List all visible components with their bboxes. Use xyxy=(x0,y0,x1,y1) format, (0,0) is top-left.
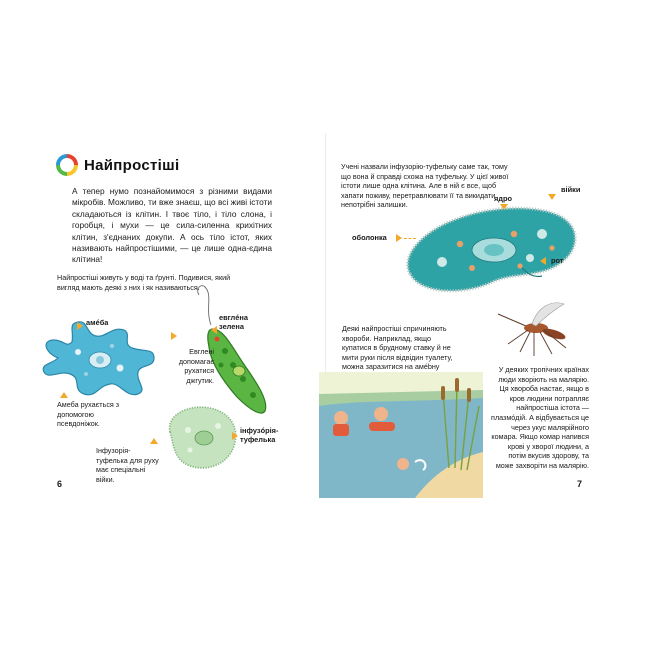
euglena-caption: Евглені допомагає рухатися джгутик. xyxy=(178,347,214,385)
malaria-paragraph: У деяких тропічних країнах люди хворіють на малярію. Ця хвороба настає, якщо в кров людини потрапляє найпростіша істота — плазмóдій. А відбувається це через укус малярійного комара. Якщо комар напився крові у хворої людини, а потім вкусив здорову, та може захворіти на малярію. xyxy=(491,365,589,470)
page-number-right: 7 xyxy=(577,479,583,489)
nucleus-arrow xyxy=(500,204,508,210)
section-heading xyxy=(56,154,179,176)
paramecium-paragraph: Учені назвали інфузорію-туфельку саме так, тому що вона й справді схожа на туфельку. У цієї живої істоти лише одна клітина. Але в ній є все, щоб хапати поживу, перетравлювати її та викидати непотрібні залишки. xyxy=(341,162,509,210)
disease-paragraph: Деякі найпростіші спричиняють хвороби. Наприклад, якщо купатися в брудному ставку й не мити руки після відвідин туалету, можна заразитися на амébну xyxy=(342,324,453,372)
cilia-arrow xyxy=(548,194,556,200)
label-mouth: рот xyxy=(551,256,564,265)
membrane-pointer-line xyxy=(404,238,416,239)
label-cilia: війки xyxy=(561,185,581,194)
microbe-logo-icon xyxy=(56,154,78,176)
euglena-pointer-arrow xyxy=(211,326,217,334)
amoeba-caption-arrow xyxy=(60,392,68,398)
habitat-text: Найпростіші живуть у воді та ґрунті. Подивися, який вигляд мають деякі з них і як називаються. xyxy=(57,273,231,292)
paramecium-caption: Інфузорія-туфелька для руху має спеціальні війки. xyxy=(96,446,159,484)
membrane-arrow xyxy=(396,234,402,242)
amoeba-illustration xyxy=(40,318,160,398)
amoeba-pointer-arrow xyxy=(77,322,83,330)
paramecium-pointer-arrow xyxy=(232,432,238,440)
page-number-left: 6 xyxy=(57,479,63,489)
page-title: Найпростіші xyxy=(84,156,180,174)
mouth-arrow xyxy=(540,257,546,265)
paramecium-caption-arrow xyxy=(150,438,158,444)
paramecium-large-illustration xyxy=(402,204,580,302)
label-nucleus: ядро xyxy=(494,194,513,203)
mosquito-illustration xyxy=(494,300,576,358)
amoeba-label: амéба xyxy=(86,318,109,327)
intro-paragraph: А тепер нумо познайомимося з різними видами мікробів. Можливо, ти вже знаєш, що всі живі істоти складаються із клітин. І твоє тіло, і тіло слона, і горобця, і мухи — це сила-силенна крихітних клітин, з'єднаних докупи. А ось тіло істот, яких називають найпростішими, — це лише одна-єдина клітина! xyxy=(72,186,272,265)
label-membrane: оболонка xyxy=(352,233,387,242)
euglena-caption-arrow xyxy=(171,332,177,340)
paramecium-label: інфузóрія-туфелька xyxy=(240,426,279,444)
paramecium-small-illustration xyxy=(160,402,240,472)
amoeba-caption: Амеба рухається з допомогою псевдоніжок. xyxy=(57,400,120,429)
pond-illustration xyxy=(319,372,483,498)
euglena-label: евглéна зелена xyxy=(219,313,248,331)
